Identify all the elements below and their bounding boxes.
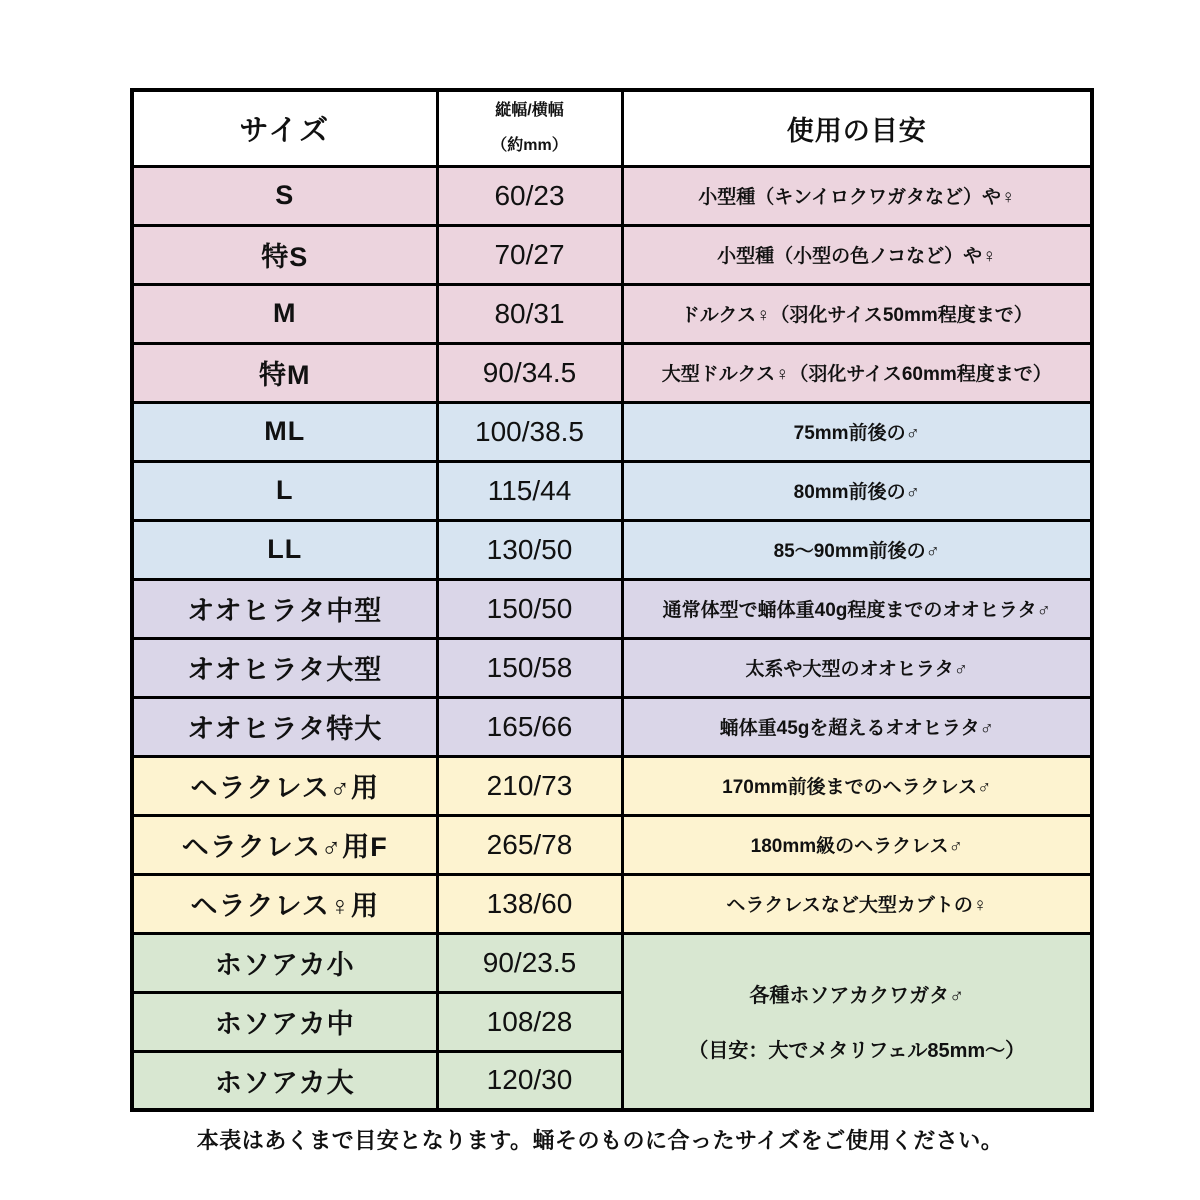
cell-size: LL (132, 520, 437, 579)
table-row (132, 402, 1092, 461)
pupa-size-table (130, 88, 1094, 1112)
cell-size: S (132, 166, 437, 225)
cell-usage: 小型種（小型の色ノコなど）や♀ (622, 225, 1092, 284)
cell-dimensions: 108/28 (437, 992, 622, 1051)
cell-size: ホソアカ中 (132, 992, 437, 1051)
cell-dimensions: 80/31 (437, 284, 622, 343)
cell-dimensions: 120/30 (437, 1051, 622, 1110)
header-size: サイズ (132, 90, 437, 166)
cell-usage: 太系や大型のオオヒラタ♂ (622, 638, 1092, 697)
table-row (132, 756, 1092, 815)
cell-size: ヘラクレス♂用 (132, 756, 437, 815)
header-dimensions (437, 90, 622, 166)
cell-size: 特M (132, 343, 437, 402)
cell-size: ヘラクレス♂用F (132, 815, 437, 874)
cell-size: 特S (132, 225, 437, 284)
header-dimensions-line2: （約mm） (491, 137, 568, 155)
cell-usage: 小型種（キンイロクワガタなど）や♀ (622, 166, 1092, 225)
cell-size: ヘラクレス♀用 (132, 874, 437, 933)
cell-dimensions: 150/58 (437, 638, 622, 697)
cell-usage: 170mm前後までのヘラクレス♂ (622, 756, 1092, 815)
table-row (132, 697, 1092, 756)
cell-usage: ドルクス♀（羽化サイス50mm程度まで） (622, 284, 1092, 343)
table-body (132, 166, 1092, 1110)
cell-size: M (132, 284, 437, 343)
header-usage: 使用の目安 (622, 90, 1092, 166)
cell-usage-merged (622, 933, 1092, 1110)
cell-dimensions: 100/38.5 (437, 402, 622, 461)
cell-usage-merged-line: 各種ホソアカクワガタ♂ (749, 985, 965, 1008)
cell-size: オオヒラタ中型 (132, 579, 437, 638)
cell-dimensions: 90/23.5 (437, 933, 622, 992)
cell-dimensions: 265/78 (437, 815, 622, 874)
cell-size: オオヒラタ特大 (132, 697, 437, 756)
footer-note: 本表はあくまで目安となります。蛹そのものに合ったサイズをご使用ください。 (196, 1128, 1004, 1153)
cell-dimensions: 60/23 (437, 166, 622, 225)
cell-usage: 通常体型で蛹体重40g程度までのオオヒラタ♂ (622, 579, 1092, 638)
cell-size: ML (132, 402, 437, 461)
cell-dimensions: 165/66 (437, 697, 622, 756)
table-row (132, 284, 1092, 343)
cell-dimensions: 130/50 (437, 520, 622, 579)
table-row (132, 874, 1092, 933)
cell-dimensions: 115/44 (437, 461, 622, 520)
table-row (132, 520, 1092, 579)
header-dimensions-line1: 縦幅/横幅 (495, 101, 564, 119)
table-row (132, 579, 1092, 638)
cell-usage: 180mm級のヘラクレス♂ (622, 815, 1092, 874)
table-row (132, 225, 1092, 284)
table-header-row (132, 90, 1092, 166)
cell-size: ホソアカ小 (132, 933, 437, 992)
cell-usage-merged-line: （目安：大でメタリフェル85mm～） (688, 1040, 1026, 1063)
cell-size: L (132, 461, 437, 520)
cell-dimensions: 150/50 (437, 579, 622, 638)
table-row (132, 166, 1092, 225)
table-row (132, 343, 1092, 402)
cell-usage: 蛹体重45gを超えるオオヒラタ♂ (622, 697, 1092, 756)
cell-usage: 大型ドルクス♀（羽化サイス60mm程度まで） (622, 343, 1092, 402)
table-row (132, 638, 1092, 697)
cell-dimensions: 70/27 (437, 225, 622, 284)
table-row (132, 461, 1092, 520)
cell-dimensions: 210/73 (437, 756, 622, 815)
cell-usage: ヘラクレスなど大型カブトの♀ (622, 874, 1092, 933)
table-row (132, 815, 1092, 874)
cell-usage: 80mm前後の♂ (622, 461, 1092, 520)
cell-size: オオヒラタ大型 (132, 638, 437, 697)
cell-dimensions: 138/60 (437, 874, 622, 933)
cell-size: ホソアカ大 (132, 1051, 437, 1110)
cell-dimensions: 90/34.5 (437, 343, 622, 402)
table-row (132, 933, 1092, 992)
cell-usage: 85～90mm前後の♂ (622, 520, 1092, 579)
cell-usage: 75mm前後の♂ (622, 402, 1092, 461)
